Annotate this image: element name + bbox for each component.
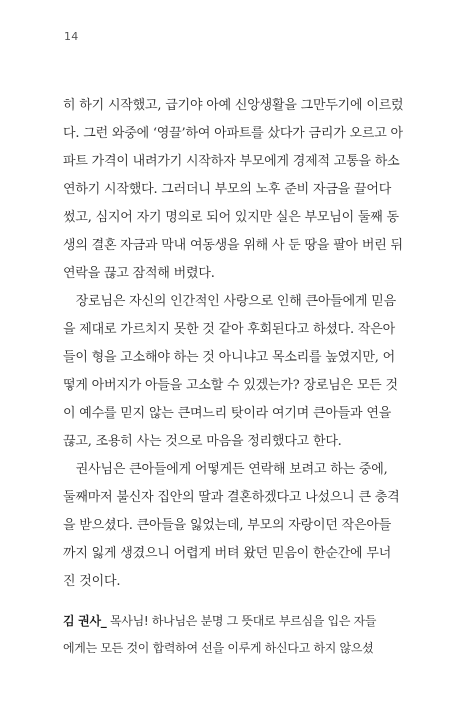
body-text <box>63 92 407 596</box>
dialogue-line: 에게는 모든 것이 합력하여 선을 이루게 하신다고 하지 않으셨 <box>63 641 374 655</box>
speaker-label: 김 권사_ <box>63 614 107 628</box>
text-line: 권사님은 큰아들에게 어떻게든 연락해 보려고 하는 중에, <box>63 462 388 477</box>
text-line: 을 제대로 가르치지 못한 것 같아 후회된다고 하셨다. 작은아 <box>63 322 395 337</box>
text-line: 히 하기 시작했고, 급기야 아예 신앙생활을 그만두기에 이르렀 <box>63 98 404 113</box>
text-line: 떻게 아버지가 아들을 고소할 수 있겠는가? 장로님은 모든 것 <box>63 378 398 393</box>
text-line: 끊고, 조용히 사는 것으로 마음을 정리했다고 한다. <box>63 434 342 449</box>
dialogue-text: 목사님! 하나님은 분명 그 뜻대로 부르심을 입은 자들 <box>106 614 377 628</box>
text-line: 들이 형을 고소해야 하는 것 아니냐고 목소리를 높였지만, 어 <box>63 350 395 365</box>
text-line: 을 받으셨다. 큰아들을 잃었는데, 부모의 자랑이던 작은아들 <box>63 518 392 533</box>
text-line: 생의 결혼 자금과 막내 여동생을 위해 사 둔 땅을 팔아 버린 뒤 <box>63 238 403 253</box>
text-line: 연하기 시작했다. 그러더니 부모의 노후 준비 자금을 끌어다 <box>63 182 392 197</box>
text-line: 장로님은 자신의 인간적인 사랑으로 인해 큰아들에게 믿음 <box>63 294 396 309</box>
text-line: 진 것이다. <box>63 574 121 589</box>
dialogue-line <box>63 608 413 635</box>
page-number: 14 <box>64 30 79 43</box>
text-line: 둘째마저 불신자 집안의 딸과 결혼하겠다고 나섰으니 큰 충격 <box>63 490 400 505</box>
text-line: 이 예수를 믿지 않는 큰며느리 탓이라 여기며 큰아들과 연을 <box>63 406 392 421</box>
dialogue-block <box>63 608 413 662</box>
text-line: 연락을 끊고 잠적해 버렸다. <box>63 266 215 281</box>
text-line: 다. 그런 와중에 ‘영끌’하여 아파트를 샀다가 금리가 오르고 아 <box>63 126 403 141</box>
text-line: 까지 잃게 생겼으니 어렵게 버텨 왔던 믿음이 한순간에 무너 <box>63 546 392 561</box>
text-line: 썼고, 심지어 자기 명의로 되어 있지만 실은 부모님이 둘째 동 <box>63 210 399 225</box>
text-line: 파트 가격이 내려가기 시작하자 부모에게 경제적 고통을 하소 <box>63 154 400 169</box>
